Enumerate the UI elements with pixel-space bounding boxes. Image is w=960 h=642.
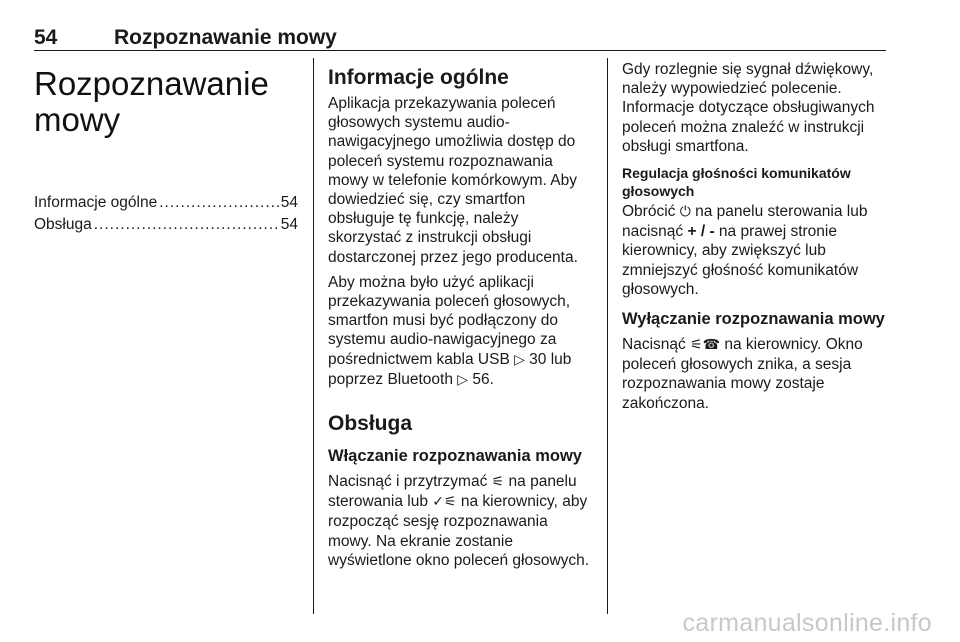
page-reference-icon: ▷ <box>457 371 469 388</box>
toc-entry-label: Informacje ogólne <box>34 194 158 211</box>
text: na kierownicy. Okno poleceń głosowych znika, a sesja rozpoznawania mowy zostaje zakończona. <box>622 336 863 412</box>
page-reference-icon: ▷ <box>514 351 525 368</box>
paragraph <box>328 472 594 570</box>
section-heading-operation: Obsługa <box>328 412 413 436</box>
toc-leader <box>94 214 279 236</box>
text: na panelu sterowania lub <box>328 473 577 511</box>
table-of-contents <box>34 192 298 236</box>
toc-entry-label: Obsługa <box>34 216 92 233</box>
column-3 <box>622 60 888 419</box>
section-heading-general-info: Informacje ogólne <box>328 66 509 89</box>
toc-entry[interactable] <box>34 192 298 214</box>
text: Aby można było użyć aplikacji przekazywania poleceń głosowych, smartfon musi być podłączony do systemu audio-nawigacyjnego za pośrednictwem kabla USB <box>328 273 571 368</box>
end-call-icon: ⚟☎ <box>690 337 721 354</box>
watermark: carmanualsonline.info <box>682 609 932 637</box>
toc-entry-page: 54 <box>280 216 298 233</box>
text: Obrócić <box>622 203 680 221</box>
subheading-enable-voice: Włączanie rozpoznawania mowy <box>328 447 582 466</box>
column-2 <box>328 60 594 576</box>
steering-voice-button-icon: ✓⚟ <box>432 494 457 511</box>
toc-entry-page: 54 <box>280 194 298 211</box>
text: 56. <box>468 370 494 388</box>
text: na kierownicy, aby rozpocząć sesję rozpoznawania mowy. Na ekranie zostanie wyświetlone okno poleceń głosowych. <box>328 493 590 569</box>
toc-leader <box>159 192 279 214</box>
header-rule <box>34 50 886 51</box>
column-divider <box>313 58 314 614</box>
paragraph <box>328 273 594 390</box>
paragraph <box>622 335 888 413</box>
chapter-title: Rozpoznawanie mowy <box>34 65 269 138</box>
page-number: 54 <box>34 26 58 49</box>
subheading-volume: Regulacja głośności komunikatów głosowych <box>622 165 851 200</box>
running-title: Rozpoznawanie mowy <box>114 26 337 49</box>
text: na panelu sterowania lub nacisnąć <box>622 203 868 241</box>
text: Nacisnąć i przytrzymać <box>328 473 492 491</box>
text: 30 lub poprzez Bluetooth <box>328 350 572 388</box>
subheading-disable-voice: Wyłączanie rozpoznawania mowy <box>622 310 885 329</box>
plus-minus-label: + / - <box>687 223 715 241</box>
voice-button-icon: ⚟ <box>491 474 505 491</box>
column-1 <box>34 60 298 236</box>
paragraph <box>622 202 888 299</box>
toc-entry[interactable] <box>34 214 298 236</box>
power-knob-icon: ⏻ <box>679 204 691 221</box>
column-divider <box>607 58 608 614</box>
text: na prawej stronie kierownicy, aby zwiększyć lub zmniejszyć głośność komunikatów głosowych. <box>622 223 859 298</box>
text: Nacisnąć <box>622 336 691 354</box>
paragraph: Aplikacja przekazywania poleceń głosowych systemu audio-nawigacyjnego umożliwia dostęp do poleceń systemu rozpoznawania mowy w telefonie komórkowym. Aby dowiedzieć się, czy smartfon obsługuje tę funkcję, należy skorzystać z instrukcji obsługi dostarczonej przez jego producenta. <box>328 95 578 266</box>
page-header <box>34 26 886 50</box>
paragraph: Gdy rozlegnie się sygnał dźwiękowy, należy wypowiedzieć polecenie. Informacje dotyczące obsługiwanych poleceń można znaleźć w instrukcji obsługi smartfona. <box>622 61 875 155</box>
